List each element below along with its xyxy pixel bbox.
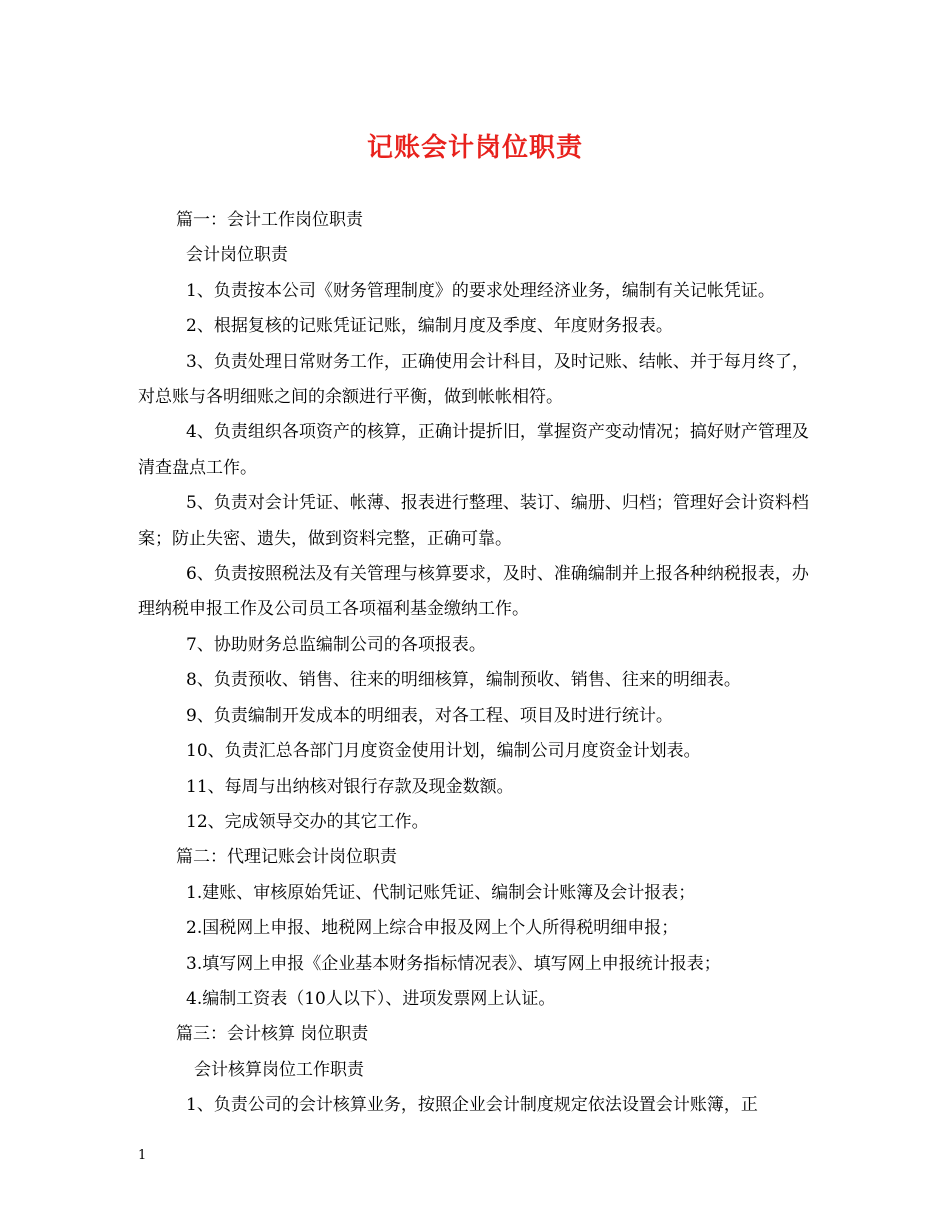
subsection-heading: 会计核算岗位工作职责 (194, 1059, 364, 1080)
paragraph: 5、负责对会计凭证、帐薄、报表进行整理、装订、编册、归档；管理好会计资料档案；防止失密、遗失，做到资料完整，正确可靠。 (138, 493, 809, 549)
subsection-heading: 会计岗位职责 (186, 245, 288, 266)
paragraph: 3.填写网上申报《企业基本财务指标情况表》、填写网上申报统计报表； (186, 953, 721, 974)
document-body (138, 203, 818, 1124)
paragraph: 4.编制工资表（10人以下）、进项发票网上认证。 (186, 988, 556, 1009)
paragraph: 2.国税网上申报、地税网上综合申报及网上个人所得税明细申报； (186, 918, 679, 939)
paragraph: 12、完成领导交办的其它工作。 (186, 811, 429, 832)
paragraph: 6、负责按照税法及有关管理与核算要求，及时、准确编制并上报各种纳税报表，办理纳税申报工作及公司员工各项福利基金缴纳工作。 (138, 564, 809, 620)
paragraph: 10、负责汇总各部门月度资金使用计划，编制公司月度资金计划表。 (186, 741, 701, 762)
paragraph: 1、负责公司的会计核算业务，按照企业会计制度规定依法设置会计账簿，正 (186, 1095, 758, 1116)
paragraph: 7、协助财务总监编制公司的各项报表。 (186, 634, 486, 655)
paragraph: 4、负责组织各项资产的核算，正确计提折旧，掌握资产变动情况；搞好财产管理及清查盘点工作。 (138, 422, 809, 478)
paragraph: 9、负责编制开发成本的明细表，对各工程、项目及时进行统计。 (186, 705, 673, 726)
section-heading: 篇一：会计工作岗位职责 (176, 210, 363, 230)
paragraph: 2、根据复核的记账凭证记账，编制月度及季度、年度财务报表。 (186, 316, 673, 337)
paragraph: 1、负责按本公司《财务管理制度》的要求处理经济业务，编制有关记帐凭证。 (186, 280, 775, 301)
paragraph: 3、负责处理日常财务工作，正确使用会计科目，及时记账、结帐、并于每月终了，对总账与各明细账之间的余额进行平衡，做到帐帐相符。 (138, 351, 809, 408)
paragraph: 11、每周与出纳核对银行存款及现金数额。 (186, 776, 514, 797)
section-heading: 篇二：代理记账会计岗位职责 (176, 847, 397, 868)
document-title: 记账会计岗位职责 (366, 133, 583, 163)
page-number: 1 (138, 1148, 147, 1163)
paragraph: 1.建账、审核原始凭证、代制记账凭证、编制会计账簿及会计报表； (186, 882, 696, 903)
paragraph: 8、负责预收、销售、往来的明细核算，编制预收、销售、往来的明细表。 (186, 670, 741, 691)
section-heading: 篇三：会计核算 岗位职责 (176, 1024, 369, 1045)
